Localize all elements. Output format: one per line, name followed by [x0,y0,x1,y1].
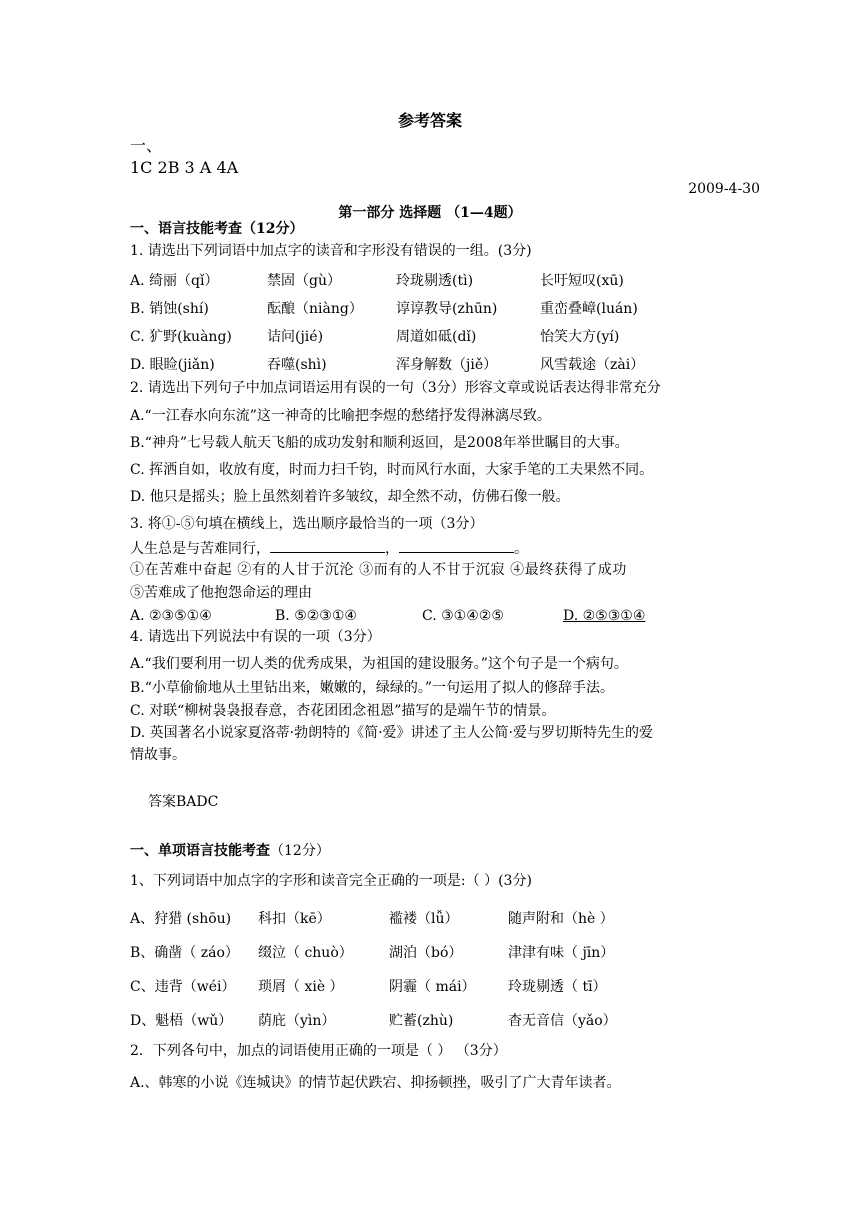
option-cell: 琐屑（ xiè ） [258,979,344,995]
part-one-mark: 一、 [130,136,163,155]
s2-heading [130,844,330,858]
s1-q4-option-d-cont: 情故事。 [130,747,186,763]
s1-q3-clauses-2: ⑤苦难成了他抱怨命运的理由 [130,585,312,601]
fill-blank-2 [399,540,514,553]
option-cell: 浑身解数（jiě） [396,357,498,373]
option-cell: B. 销蚀(shí) [130,301,209,317]
s1-q2-stem: 2. 请选出下列句子中加点词语运用有误的一句（3分）形容文章或说话表达得非常充分 [130,380,661,396]
s2-q2-stem: 2．下列各句中，加点的词语使用正确的一项是（ ） （3分） [130,1043,507,1059]
option-b: B. ⑤②③①④ [275,608,357,624]
option-cell: C、违背（wéi） [130,979,236,995]
s1-q4-option-d: D. 英国著名小说家夏洛蒂·勃朗特的《简·爱》讲述了主人公简·爱与罗切斯特先生的爱 [130,725,653,741]
date: 2009-4-30 [688,181,760,197]
option-cell: 周道如砥(dǐ) [396,329,477,345]
s2-q2-option-a: A.、韩寒的小说《连城诀》的情节起伏跌宕、抑扬顿挫，吸引了广大青年读者。 [130,1075,621,1091]
option-cell: 阴霾（ mái） [389,979,476,995]
s1-q3-clauses-1: ①在苦难中奋起 ②有的人甘于沉沦 ③而有的人不甘于沉寂 ④最终获得了成功 [130,562,627,578]
s1-q3-sentence [130,540,528,556]
option-cell: 科扣（kē） [258,911,331,927]
option-cell: C. 犷野(kuàng) [130,329,232,345]
option-cell: B、确凿（ záo） [130,945,239,961]
option-cell: 谆谆教导(zhūn) [396,301,498,317]
s1-q2-option-d: D. 他只是摇头；脸上虽然刻着许多皱纹，却全然不动，仿佛石像一般。 [130,489,570,505]
option-cell: 杳无音信（yǎo） [508,1013,617,1029]
option-cell: 酝酿（niàng） [267,301,363,317]
option-cell: A、狩猎 (shōu) [130,911,232,927]
option-cell: 津津有味（ jīn） [508,945,615,961]
sentence-mid: ， [385,541,399,557]
option-cell: 禁固（gù） [267,273,341,289]
sentence-end: 。 [514,541,528,557]
option-cell: 湖泊（bó） [389,945,463,961]
sentence-start: 人生总是与苦难同行， [130,541,270,557]
option-cell: 诘问(jié) [267,329,324,345]
option-cell: 玲珑剔透(tì) [396,273,474,289]
s1-q4-option-a: A.“我们要利用一切人类的优秀成果，为祖国的建设服务。”这个句子是一个病句。 [130,656,628,672]
s1-q2-option-c: C. 挥洒自如，收放有度，时而力扫千钧，时而风行水面，大家手笔的工夫果然不同。 [130,462,654,478]
option-cell: 随声附和（hè ） [508,911,614,927]
option-cell: 长吁短叹(xū) [540,273,624,289]
option-cell: 荫庇（yìn） [258,1013,336,1029]
s2-heading-text: 一、单项语言技能考查 [130,843,270,859]
s1-q2-option-a: A.“一江春水向东流”这一神奇的比喻把李煜的愁绪抒发得淋漓尽致。 [130,408,551,424]
s2-heading-score: （12分） [270,843,330,859]
page-title: 参考答案 [397,111,462,130]
s1-q4-option-c: C. 对联“柳树袅袅报春意，杏花团团念祖恩”描写的是端午节的情景。 [130,703,556,719]
section-heading: 第一部分 选择题 （1—4题） [338,205,522,221]
option-cell: D、魁梧（wǔ） [130,1013,233,1029]
fill-blank-1 [270,540,385,553]
option-cell: D. 眼睑(jiǎn) [130,357,215,373]
option-cell: 褴褛（lǚ） [389,911,459,927]
option-cell: 吞噬(shì) [267,357,327,373]
s1-heading: 一、语言技能考查（12分） [130,221,304,237]
option-cell: 玲珑剔透（ tī） [508,979,607,995]
option-cell: 风雪载途（zài） [540,357,645,373]
option-cell: A. 绮丽（qǐ） [130,273,219,289]
s1-q4-option-b: B.“小草偷偷地从土里钻出来，嫩嫩的，绿绿的。”一句运用了拟人的修辞手法。 [130,680,615,696]
option-c: C. ③①④②⑤ [422,608,504,624]
option-cell: 怡笑大方(yí) [540,329,620,345]
quick-answers: 1C 2B 3 A 4A [130,158,239,177]
option-cell: 缀泣（ chuò） [258,945,353,961]
option-cell: 重峦叠嶂(luán) [540,301,638,317]
option-a: A. ②③⑤①④ [130,608,212,624]
s2-q1-stem: 1、下列词语中加点字的字形和读音完全正确的一项是:（ ）(3分) [130,873,532,889]
s1-answer: 答案BADC [148,794,219,810]
s1-q1-stem: 1. 请选出下列词语中加点字的读音和字形没有错误的一组。(3分) [130,243,532,259]
option-d: D. ②⑤③①④ [563,608,646,624]
s1-q3-stem: 3. 将①-⑤句填在横线上，选出顺序最恰当的一项（3分） [130,516,484,532]
s1-q2-option-b: B.“神舟”七号载人航天飞船的成功发射和顺利返回，是2008年举世瞩目的大事。 [130,435,629,451]
s1-q4-stem: 4. 请选出下列说法中有误的一项（3分） [130,629,381,645]
option-cell: 贮蓄(zhù) [389,1013,454,1029]
